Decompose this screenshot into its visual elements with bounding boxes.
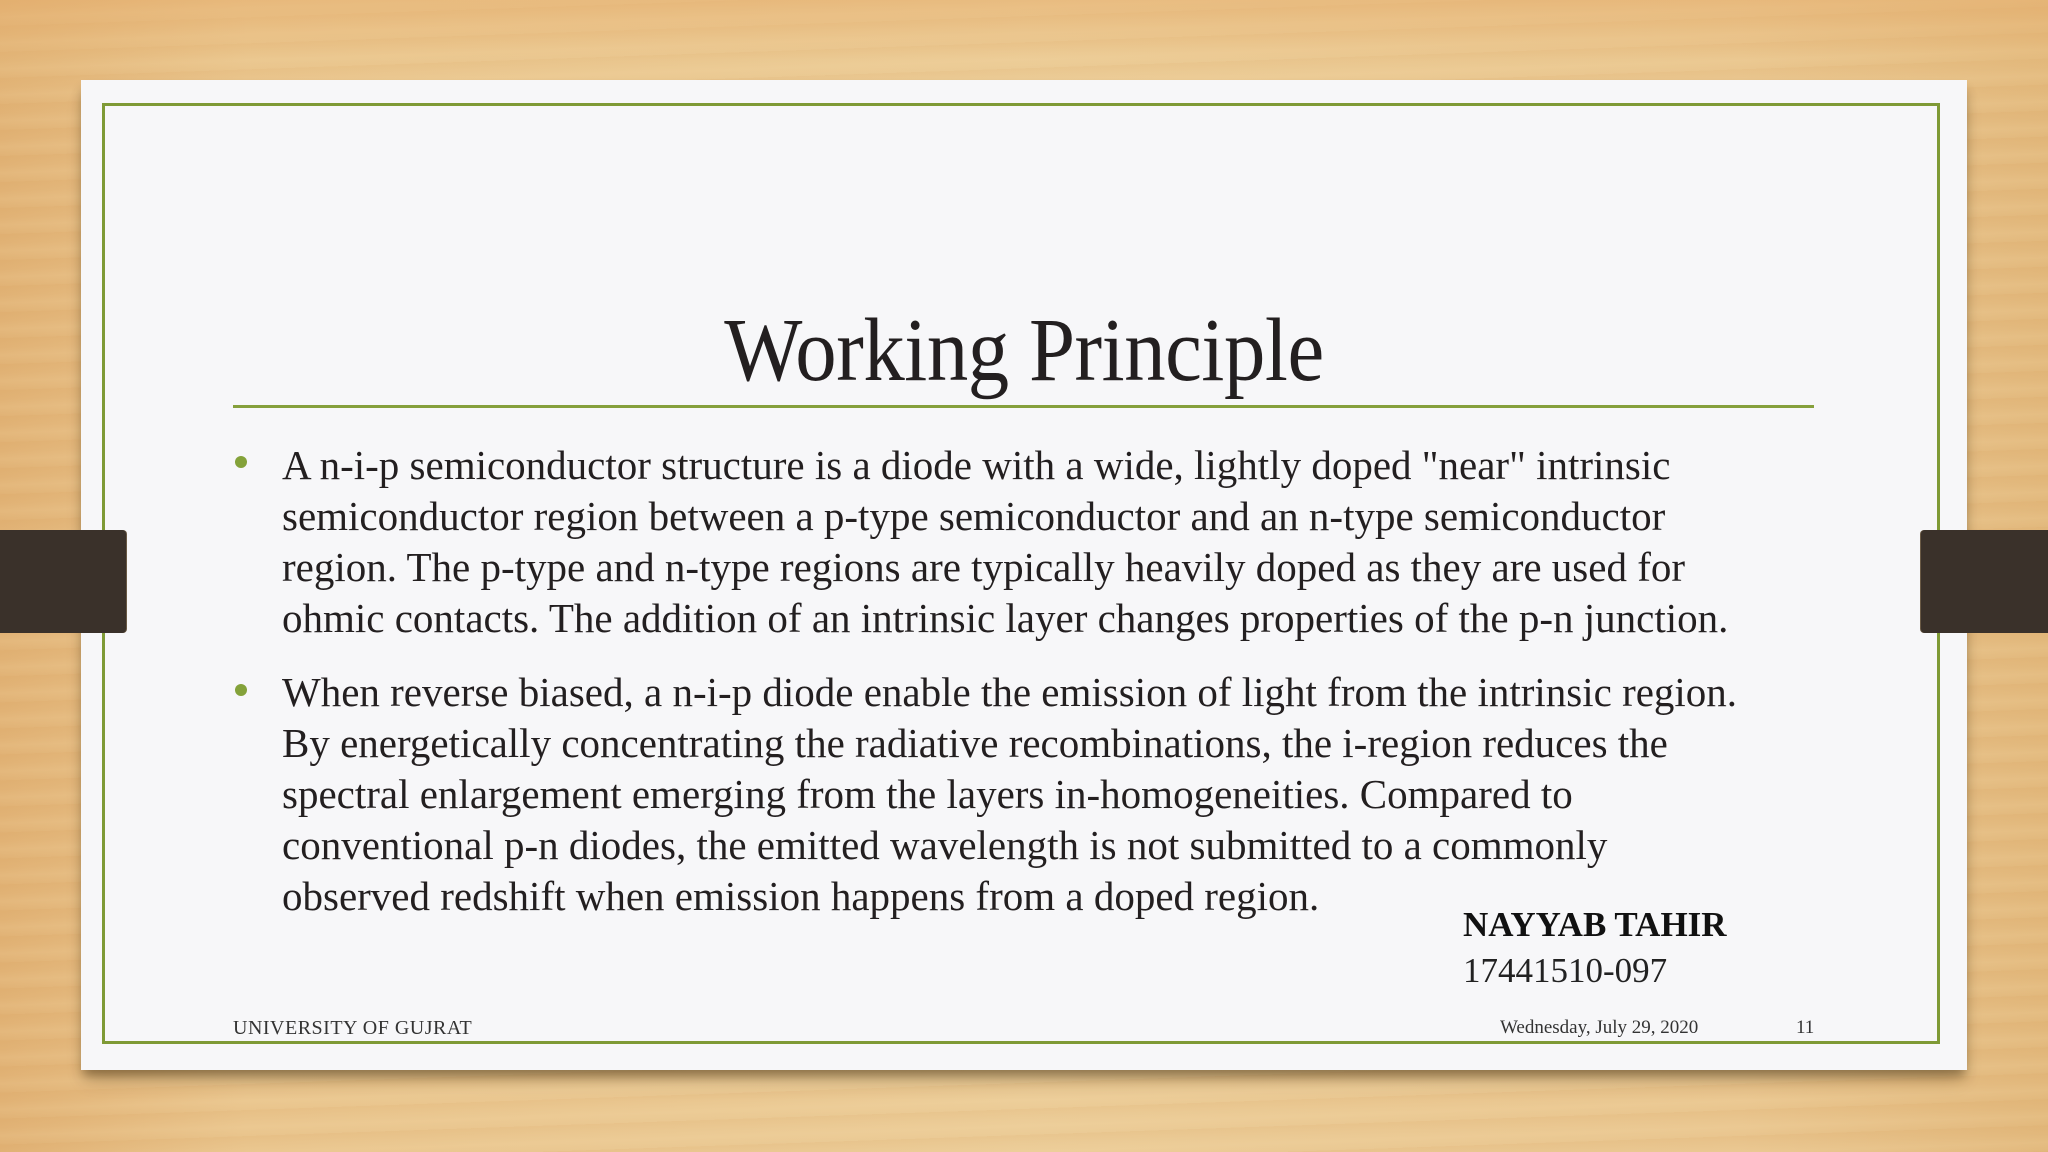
bullet-line: region. The p-type and n-type regions are typically heavily doped as they are used for: [282, 544, 1686, 590]
title-divider: [233, 405, 1814, 408]
bullet-text: [282, 440, 1882, 644]
author-name: NAYYAB TAHIR: [1463, 905, 1727, 944]
bullet-line: ohmic contacts. The addition of an intrinsic layer changes properties of the p-n junction.: [282, 595, 1729, 641]
bullet-dot-icon: [235, 456, 247, 468]
author-id: 17441510-097: [1463, 951, 1668, 990]
bullet-line: When reverse biased, a n-i-p diode enable the emission of light from the intrinsic region.: [282, 669, 1738, 715]
bullet-line: observed redshift when emission happens from a doped region.: [282, 873, 1320, 919]
slide-title: Working Principle: [724, 301, 1324, 400]
footer-page-number: 11: [1796, 1017, 1815, 1038]
bullet-line: A n-i-p semiconductor structure is a diode with a wide, lightly doped "near" intrinsic: [282, 442, 1671, 488]
bullet-line: conventional p-n diodes, the emitted wavelength is not submitted to a commonly: [282, 822, 1608, 868]
bullet-text: [282, 667, 1882, 922]
bullet-line: semiconductor region between a p-type semiconductor and an n-type semiconductor: [282, 493, 1666, 539]
left-binder-tab: [0, 530, 126, 633]
bullet-line: spectral enlargement emerging from the layers in-homogeneities. Compared to: [282, 771, 1573, 817]
bullet-line: By energetically concentrating the radiative recombinations, the i-region reduces the: [282, 720, 1668, 766]
footer-date: Wednesday, July 29, 2020: [1500, 1017, 1699, 1038]
footer-organization: UNIVERSITY OF GUJRAT: [233, 1017, 473, 1039]
slide: [81, 80, 1967, 1070]
right-binder-tab: [1921, 530, 2048, 633]
bullet-dot-icon: [235, 684, 247, 696]
